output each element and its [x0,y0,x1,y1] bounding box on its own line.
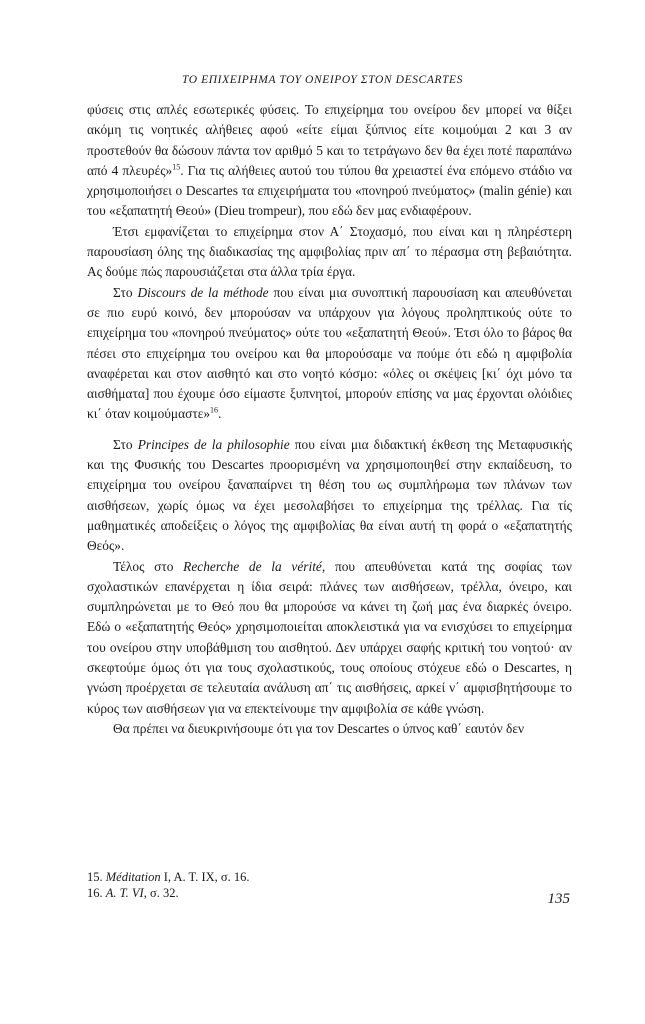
paragraph-2 [87,222,572,283]
work-title: Discours de la méthode [137,284,269,300]
paragraph-text: . Για τις αλήθειες αυτού του τύπου θα χρειαστεί ένα επόμενο στάδιο να χρησιμοποιήσει ο Descartes τα επιχειρήματα του «πονηρού πνεύματος» (malin génie) και του «εξαπατητή Θεού» (Dieu trompeur), που εδώ δεν μας ενδιαφέρουν. [87,162,572,219]
paragraph-text: , που απευθύνεται κατά της σοφίας των σχολαστικών επανέρχεται η ίδια σειρά: πλάνες των αισθήσεων, τρέλλα, όνειρο, και συμπληρώνεται με το Θεό που θα μπορούσε να κάνει τη ζωή μας ένα διαρκές όνειρο. Εδώ ο «εξαπατητής Θεός» χρησιμοποιείται αποκλειστικά για να ενισχύσει το επιχείρημα του ονείρου στην υποβάθμιση του αισθητού. Δεν υπάρχει σαφής κριτική του νοητού· αν σκεφτούμε όμως ότι για τους σχολαστικούς, τους οποίους στόχευε εδώ ο Descartes, η γνώση προέρχεται σε τελευταία ανάλυση απ΄ τις αισθήσεις, αρκεί ν΄ αμφισβητήσουμε το κύρος των αισθήσεων για να επεκτείνουμε την αμφιβολία σε κάθε γνώση. [87,558,572,716]
footnote-16 [87,885,572,901]
paragraph-text: Θα πρέπει να διευκρινήσουμε ότι για τον Descartes ο ύπνος καθ΄ εαυτόν δεν [113,720,525,736]
footnote-ref-16: 16 [210,405,219,415]
paragraph-5 [87,557,572,719]
footnote-15 [87,869,572,885]
footnote-ref: I, A. T. IX, σ. 16. [160,870,250,884]
paragraph-4 [87,435,572,557]
paragraph-text: Έτσι εμφανίζεται το επιχείρημα στον Α΄ Στοχασμό, που είναι και η πληρέστερη παρουσίαση όλης της διαδικασίας της αμφιβολίας πριν απ΄ το πέρασμα στη βεβαιότητα. Ας δούμε πώς παρουσιάζεται στα άλλα τρία έργα. [87,223,572,280]
footnotes [87,869,572,901]
paragraph-text: που είναι μια διδακτική έκθεση της Μεταφυσικής και της Φυσικής του Descartes προορισμένη να χρησιμοποιηθεί στην εκπαίδευση, το επιχείρημα του ονείρου ξαναπαίρνει τη θέση του ως συμπλήρωμα των πλάνων των αισθήσεων, χωρίς όμως να έχει μεσολαβήσει το επιχείρημα της τρέλλας. Για τίς μαθηματικές αποδείξεις ο λόγος της αμφιβολίας θα είναι αυτή τη φορά ο «εξαπατητής Θεός». [87,436,573,554]
running-header: ΤΟ ΕΠΙΧΕΙΡΗΜΑ ΤΟΥ ΟΝΕΙΡΟΥ ΣΤΟΝ DESCARTES [181,74,464,86]
page-number: 135 [547,891,570,907]
paragraph-text: Στο [113,436,138,452]
paragraph-text: που είναι μια συνοπτική παρουσίαση και απευθύνεται σε πιο ευρύ κοινό, δεν μπορούσαν να υπάρχουν για λόγους προληπτικούς ούτε το επιχείρημα του «πονηρού πνεύματος» ούτε του «εξαπατητή Θεού». Έτσι όλο το βάρος θα πέσει στο επιχείρημα του ονείρου και θα μπορούσαμε να πούμε ότι εδώ η αμφιβολία αναφέρεται και στον αισθητό και στο νοητό κόσμο: «όλες οι σκέψεις [κι΄ όχι μόνο τα αισθήματα] που έχουμε όσο είμαστε ξυπνητοί, μπορούν επίσης να μας έρχονται ολόιδιες κι΄ όταν κοιμούμαστε» [87,284,572,422]
footnote-ref-15: 15 [172,162,181,172]
work-title: Principes de la philosophie [137,436,290,452]
paragraph-text: Στο [113,284,138,300]
footnote-work: A. T. VI [105,886,144,900]
work-title: Recherche de la vérité [183,558,322,574]
footnote-work: Méditation [105,870,161,884]
paragraph-text: φύσεις στις απλές εσωτερικές φύσεις. Το επιχείρημα του ονείρου δεν μπορεί να θίξει ακόμη τις νοητικές αλήθειες αφού «είτε είμαι ξύπνιος είτε κοιμούμαι 2 και 3 αν προστεθούν θα δώσουν πάντα τον αριθμό 5 και το τετράγωνο δεν θα έχει ποτέ παραπάνω από 4 πλευρές» [87,102,572,178]
body-text [87,100,572,739]
footnote-number: 16. [87,886,103,900]
paragraph-text: . [218,406,222,422]
paragraph-1 [87,100,572,222]
footnote-ref: , σ. 32. [143,886,179,900]
paragraph-text: Τέλος στο [113,558,184,574]
paragraph-3 [87,283,572,425]
footnote-number: 15. [87,870,103,884]
paragraph-6 [87,719,572,739]
